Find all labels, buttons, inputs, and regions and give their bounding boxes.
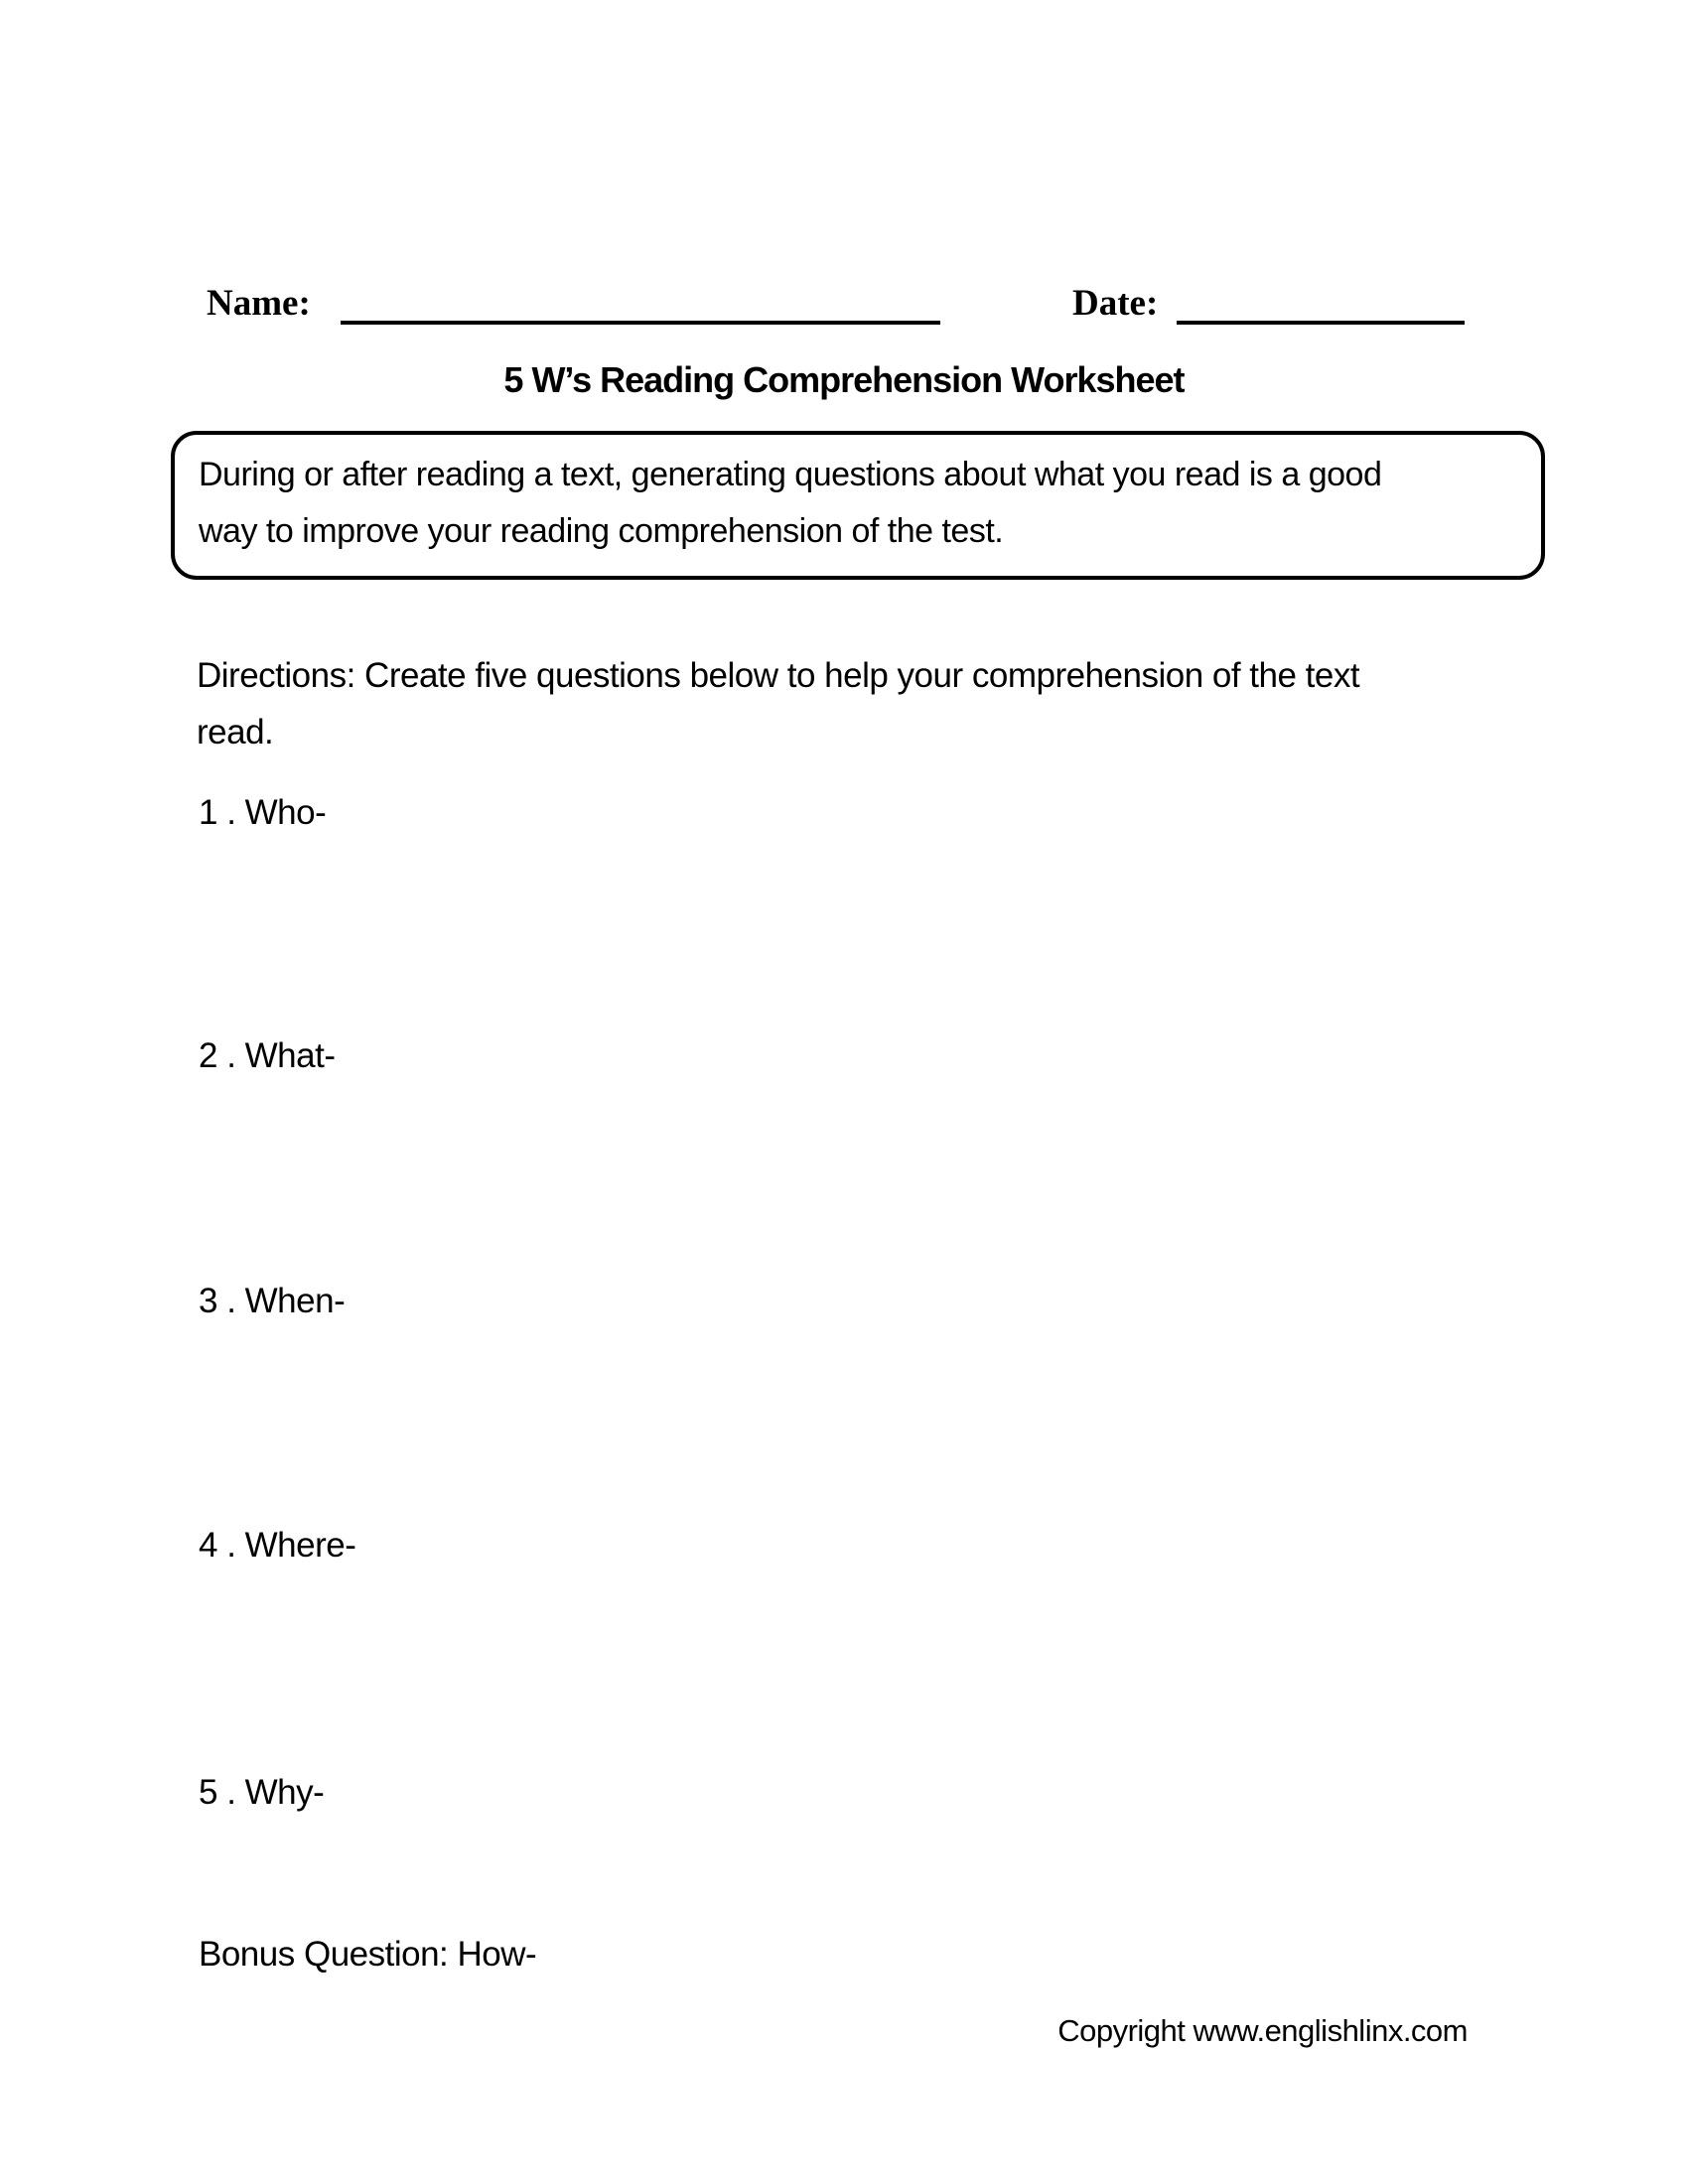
directions xyxy=(197,647,1359,760)
info-box-text-line-2: way to improve your reading comprehension of the test. xyxy=(199,512,1004,550)
bonus-question: Bonus Question: How- xyxy=(199,1935,537,1974)
copyright-text: Copyright www.englishlinx.com xyxy=(1057,2013,1468,2048)
question-when: 3 . When- xyxy=(199,1282,346,1320)
question-what: 2 . What- xyxy=(199,1036,336,1075)
name-blank-line[interactable] xyxy=(341,321,940,325)
date-blank-line[interactable] xyxy=(1177,321,1465,325)
page-title: 5 W’s Reading Comprehension Worksheet xyxy=(503,359,1185,400)
date-label: Date: xyxy=(1072,283,1159,324)
question-who: 1 . Who- xyxy=(199,793,327,832)
info-box-text-line-1: During or after reading a text, generating questions about what you read is a good xyxy=(199,456,1382,493)
directions-line-1: Directions: Create five questions below to help your comprehension of the text xyxy=(197,656,1360,695)
directions-line-2: read. xyxy=(197,713,274,751)
question-why: 5 . Why- xyxy=(199,1773,325,1812)
info-box xyxy=(171,431,1545,580)
name-label: Name: xyxy=(207,283,311,324)
question-where: 4 . Where- xyxy=(199,1526,356,1565)
